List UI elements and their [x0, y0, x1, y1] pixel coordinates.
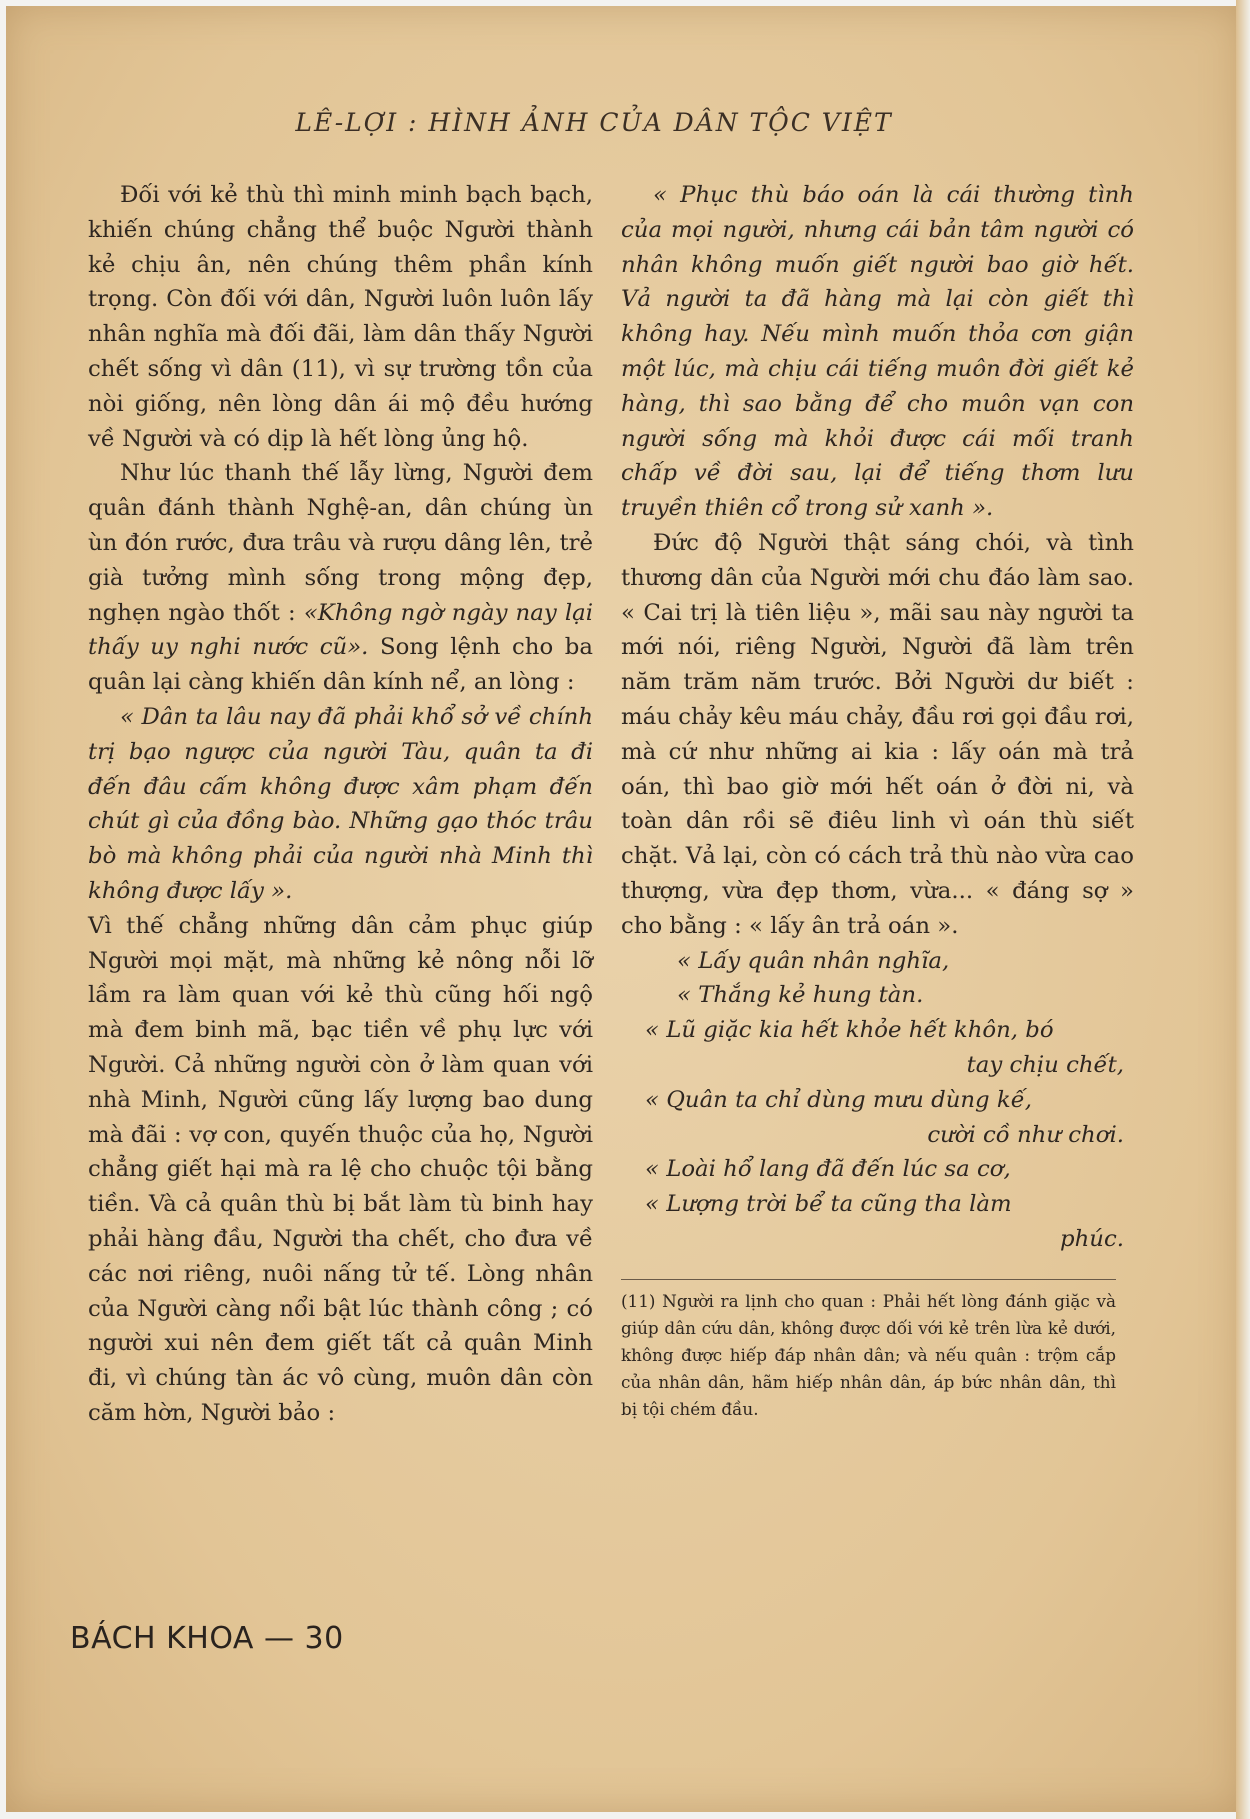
- poem-line: tay chịu chết,: [966, 1051, 1124, 1078]
- page-footer: BÁCH KHOA — 30: [70, 1621, 344, 1656]
- paragraph-text: Như lúc thanh thế lẫy lừng, Người đem quân đánh thành Nghệ-an, dân chúng ùn ùn đón rước, đưa trâu và rượu dâng lên, trẻ già tưởng mình sống trong mộng đẹp, nghẹn ngào thốt :: [88, 460, 593, 626]
- paragraph: Đối với kẻ thù thì minh minh bạch bạch, khiến chúng chẳng thể buộc Người thành kẻ chịu ân, nên chúng thêm phần kính trọng. Còn đối với dân, Người luôn luôn lấy nhân nghĩa mà đối đãi, làm dân thấy Người chết sống vì dân (11), vì sự trường tồn của nòi giống, nên lòng dân ái mộ đều hướng về Người và có dịp là hết lòng ủng hộ.: [88, 182, 593, 452]
- poem: [621, 944, 1134, 1257]
- right-column: [621, 178, 1134, 1423]
- paragraph-text: Song lệnh cho ba quân lại càng khiến dân kính nể, an lòng :: [88, 634, 593, 696]
- paragraph: [88, 456, 593, 700]
- poem-line: « Lượng trời bể ta cũng tha làm: [645, 1191, 1012, 1218]
- poem-line: cười cồ như chơi.: [927, 1121, 1124, 1148]
- inline-quote: «Không ngờ ngày nay lại thấy uy nghi nước cũ».: [88, 599, 593, 661]
- poem-line: phúc.: [1060, 1225, 1124, 1252]
- left-column: [88, 178, 593, 1431]
- magazine-page: [6, 6, 1242, 1812]
- block-quote: « Phục thù báo oán là cái thường tình của mọi người, nhưng cái bản tâm người có nhân không muốn giết người bao giờ hết. Vả người ta đã hàng mà lại còn giết thì không hay. Nếu mình muốn thỏa cơn giận một lúc, mà chịu cái tiếng muôn đời giết kẻ hàng, thì sao bằng để cho muôn vạn con người sống mà khỏi được cái mối tranh chấp về đời sau, lại để tiếng thơm lưu truyền thiên cổ trong sử xanh ».: [621, 182, 1134, 522]
- poem-line: « Lũ giặc kia hết khỏe hết khôn, bó: [645, 1017, 1054, 1044]
- poem-line: « Quân ta chỉ dùng mưu dùng kế,: [645, 1086, 1032, 1113]
- paragraph: Vì thế chẳng những dân cảm phục giúp Người mọi mặt, mà những kẻ nông nỗi lỡ lầm ra làm quan với kẻ thù cũng hối ngộ mà đem binh mã, bạc tiền về phụ lực với Người. Cả những người còn ở làm quan với nhà Minh, Người cũng lấy lượng bao dung mà đãi : vợ con, quyến thuộc của họ, Người chẳng giết hại mà ra lệ cho chuộc tội bằng tiền. Và cả quân thù bị bắt làm tù binh hay phải hàng đầu, Người tha chết, cho đưa về các nơi riêng, nuôi nấng tử tế. Lòng nhân của Người càng nổi bật lúc thành công ; có người xui nên đem giết tất cả quân Minh đi, vì chúng tàn ác vô cùng, muôn dân còn căm hờn, Người bảo :: [88, 912, 593, 1426]
- poem-line: « Loài hổ lang đã đến lúc sa cơ,: [645, 1156, 1011, 1183]
- poem-line: « Thắng kẻ hung tàn.: [677, 982, 924, 1009]
- running-header: LÊ-LỢI : HÌNH ẢNH CỦA DÂN TỘC VIỆT: [295, 108, 893, 137]
- paragraph: Đức độ Người thật sáng chói, và tình thương dân của Người mới chu đáo làm sao. « Cai trị là tiên liệu », mãi sau này người ta mới nói, riêng Người, Người đã làm trên năm trăm năm trước. Bởi Người dư biết : máu chảy kêu máu chảy, đầu rơi gọi đầu rơi, mà cứ như những ai kia : lấy oán mà trả oán, thì bao giờ mới hết oán ở đời ni, và toàn dân rồi sẽ điêu linh vì oán thù siết chặt. Vả lại, còn có cách trả thù nào vừa cao thượng, vừa đẹp thơm, vừa... « đáng sợ » cho bằng : « lấy ân trả oán ».: [621, 529, 1134, 939]
- block-quote: « Dân ta lâu nay đã phải khổ sở về chính trị bạo ngược của người Tàu, quân ta đi đến đâu cấm không được xâm phạm đến chút gì của đồng bào. Những gạo thóc trâu bò mà không phải của người nhà Minh thì không được lấy ».: [88, 703, 593, 904]
- poem-line: « Lấy quân nhân nghĩa,: [677, 947, 950, 974]
- page-edge: [1236, 0, 1250, 1819]
- footnote: (11) Người ra lịnh cho quan : Phải hết lòng đánh giặc và giúp dân cứu dân, không được dối với kẻ trên lừa kẻ dưới, không được hiếp đáp nhân dân; và nếu quân : trộm cắp của nhân dân, hãm hiếp nhân dân, áp bức nhân dân, thì bị tội chém đầu.: [621, 1279, 1116, 1423]
